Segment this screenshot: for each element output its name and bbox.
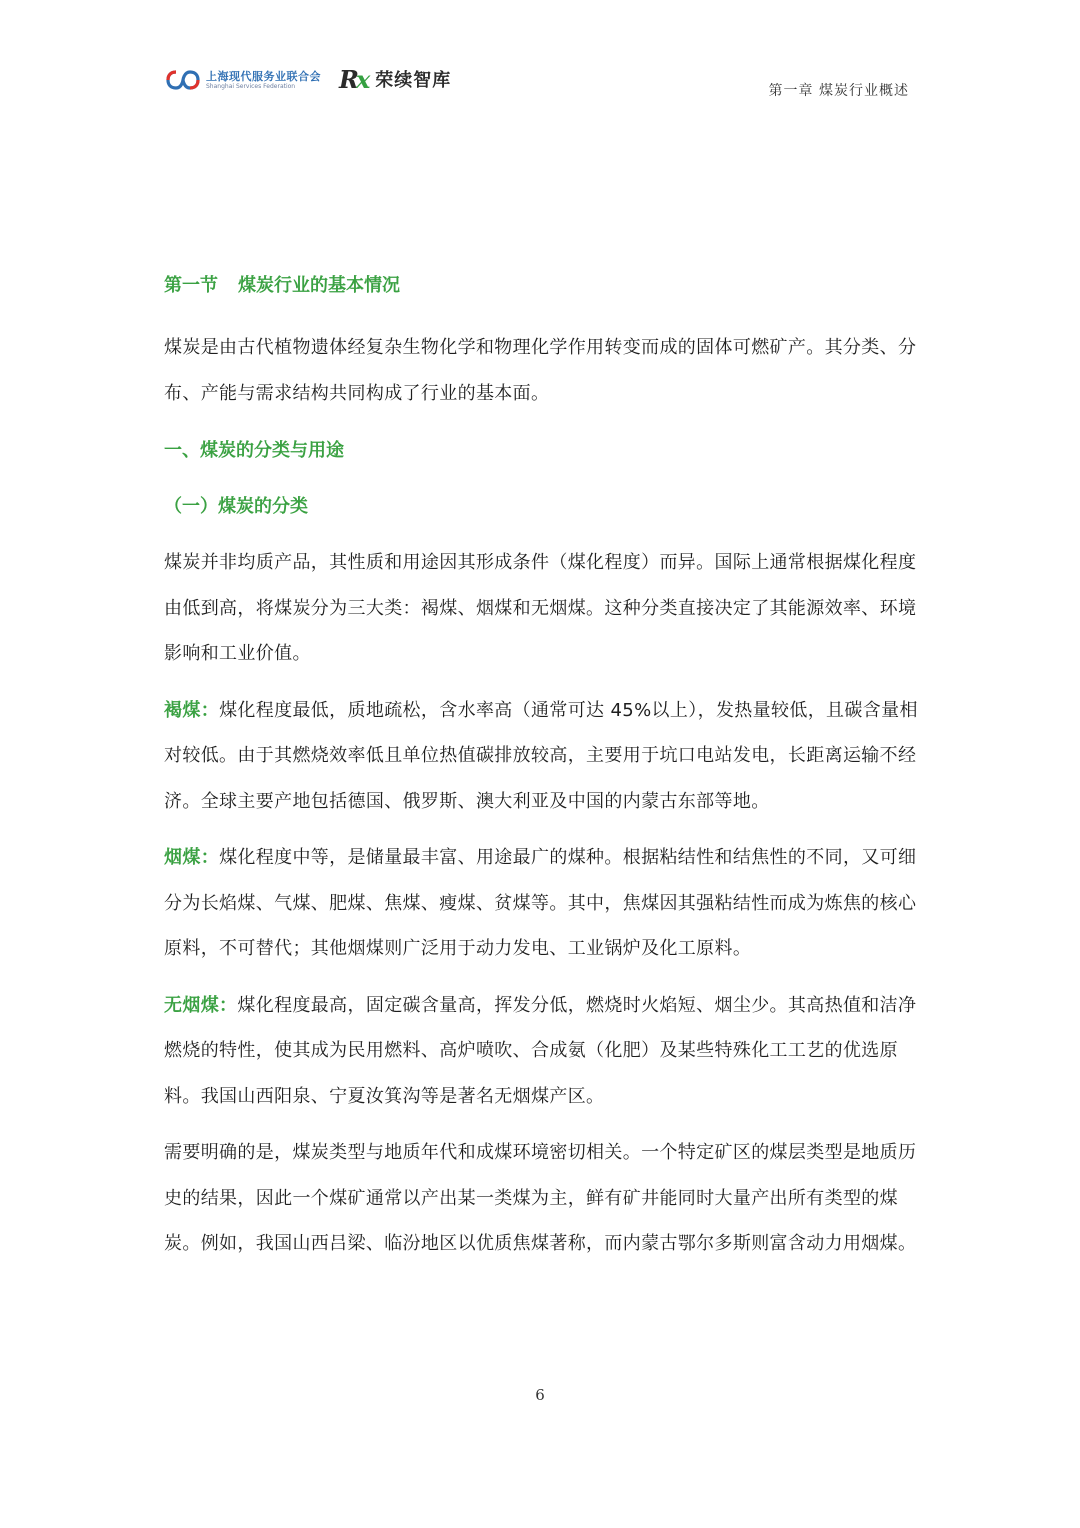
lignite-paragraph [164,688,930,825]
bituminous-label: 烟煤： [164,847,220,868]
classification-intro-paragraph: 煤炭并非均质产品，其性质和用途因其形成条件（煤化程度）而异。国际上通常根据煤化程度由低到高，将煤炭分为三大类：褐煤、烟煤和无烟煤。这种分类直接决定了其能源效率、环境影响和工业价值。 [164,552,917,664]
section-title: 煤炭行业的基本情况 [238,275,400,296]
rx-logo-mark-r: R [339,64,356,94]
section-intro-paragraph: 煤炭是由古代植物遗体经复杂生物化学和物理化学作用转变而成的固体可燃矿产。其分类、分布、产能与需求结构共同构成了行业的基本面。 [164,337,917,404]
ssf-logo-icon [166,68,200,92]
rx-logo-name: 荣续智库 [375,70,452,91]
rx-logo [339,64,451,94]
rx-logo-mark-x: x [355,64,368,94]
ssf-name-cn: 上海现代服务业联合会 [206,69,321,83]
ssf-logo [166,66,321,94]
ssf-name-en: Shanghai Services Federation [206,82,296,90]
section-number: 第一节 [164,275,218,296]
anthracite-paragraph [164,983,930,1120]
anthracite-text: 煤化程度最高，固定碳含量高，挥发分低，燃烧时火焰短、烟尘少。其高热值和洁净燃烧的特性，使其成为民用燃料、高炉喷吹、合成氨（化肥）及某些特殊化工工艺的优选原料。我国山西阳泉、宁夏汝箕沟等是著名无烟煤产区。 [164,994,917,1107]
closing-paragraph: 需要明确的是，煤炭类型与地质年代和成煤环境密切相关。一个特定矿区的煤层类型是地质历史的结果，因此一个煤矿通常以产出某一类煤为主，鲜有矿井能同时大量产出所有类型的煤炭。例如，我国山西吕梁、临汾地区以优质焦煤著称，而内蒙古鄂尔多斯则富含动力用烟煤。 [164,1142,917,1254]
chapter-title: 第一章 煤炭行业概述 [768,83,909,99]
page-body [164,270,930,1267]
page-header [0,0,1080,110]
rx-logo-mark [339,65,367,94]
bituminous-paragraph [164,835,930,972]
sub-subsection-heading: （一）煤炭的分类 [164,496,308,517]
section-heading [164,270,930,302]
subsection-heading: 一、煤炭的分类与用途 [164,440,344,461]
lignite-label: 褐煤： [164,699,220,721]
anthracite-label: 无烟煤： [164,994,238,1016]
lignite-text: 煤化程度最低，质地疏松，含水率高（通常可达 45%以上），发热量较低，且碳含量相对较低。由于其燃烧效率低且单位热值碳排放较高，主要用于坑口电站发电，长距离运输不经济。全球主要产地包括德国、俄罗斯、澳大利亚及中国的内蒙古东部等地。 [164,699,918,812]
page-number: 6 [535,1386,545,1404]
bituminous-text: 煤化程度中等，是储量最丰富、用途最广的煤种。根据粘结性和结焦性的不同，又可细分为长焰煤、气煤、肥煤、焦煤、瘦煤、贫煤等。其中，焦煤因其强粘结性而成为炼焦的核心原料，不可替代；其他烟煤则广泛用于动力发电、工业锅炉及化工原料。 [164,847,917,959]
